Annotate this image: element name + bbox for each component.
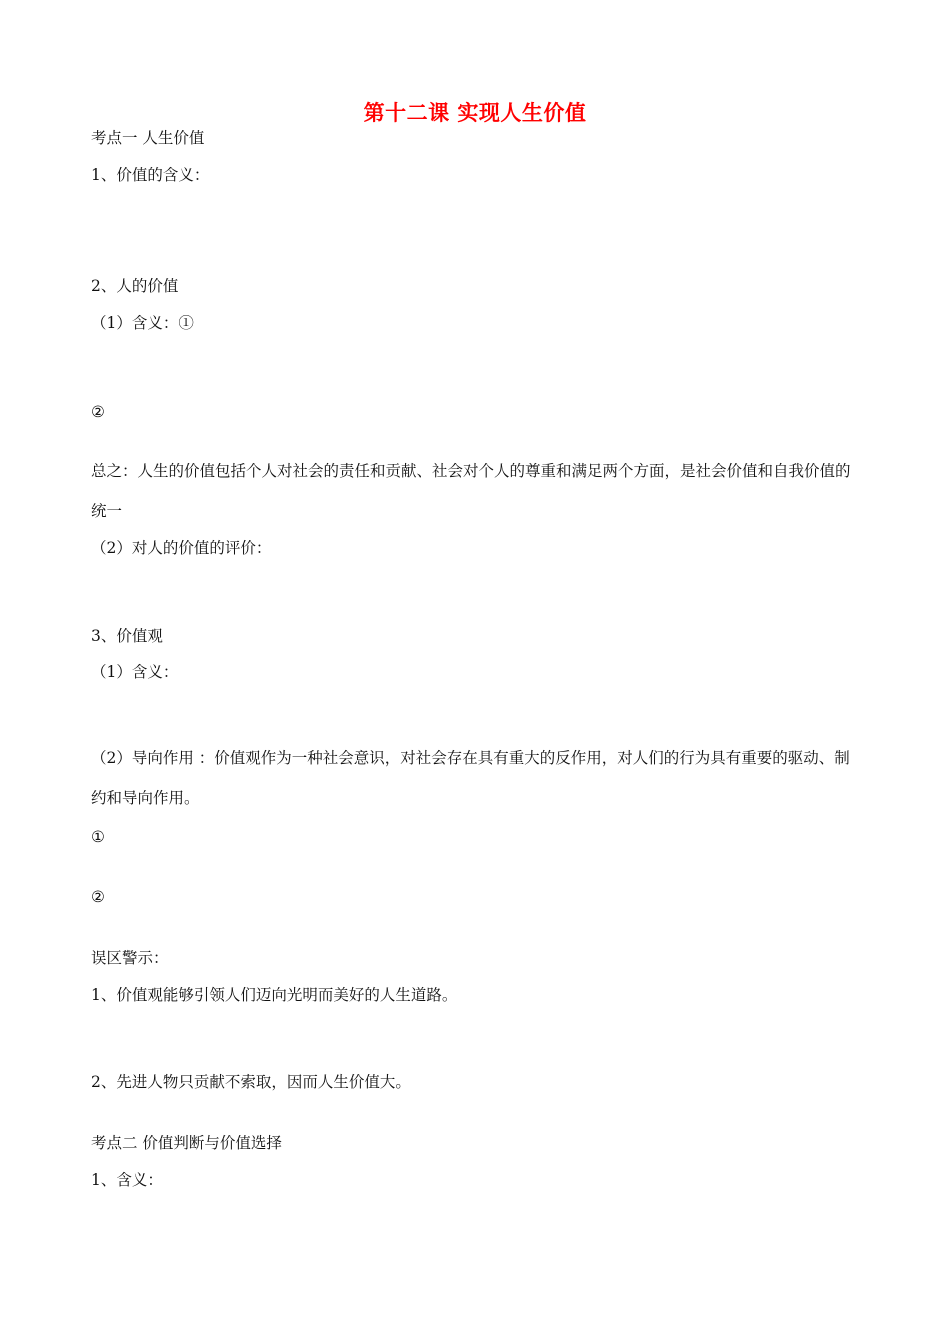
- item-human-value: 2、人的价值: [91, 277, 179, 295]
- guiding-role-point-2: ②: [91, 888, 105, 906]
- item-judgment-meaning: 1、含义：: [91, 1171, 163, 1189]
- subitem-evaluation: （2）对人的价值的评价：: [91, 539, 272, 557]
- guiding-role-point-1: ①: [91, 828, 105, 846]
- summary-paragraph: 总之：人生的价值包括个人对社会的责任和贡献、社会对个人的尊重和满足两个方面，是社会价值和自我价值的统一: [91, 462, 851, 520]
- section-heading-2: 考点二 价值判断与价值选择: [91, 1134, 282, 1152]
- misconception-1: 1、价值观能够引领人们迈向光明而美好的人生道路。: [91, 986, 458, 1004]
- subitem-meaning-1: （1）含义：①: [91, 314, 194, 332]
- guiding-role-paragraph: （2）导向作用 ：价值观作为一种社会意识，对社会存在具有重大的反作用，对人们的行为具有重要的驱动、制约和导向作用。: [91, 749, 850, 807]
- item-value-meaning: 1、价值的含义：: [91, 166, 210, 184]
- page-title: 第十二课 实现人生价值: [363, 100, 587, 125]
- section-heading-1: 考点一 人生价值: [91, 129, 205, 147]
- item-values-view: 3、价值观: [91, 627, 163, 645]
- misconception-2: 2、先进人物只贡献不索取，因而人生价值大。: [91, 1073, 411, 1091]
- subitem-values-meaning: （1）含义：: [91, 663, 179, 681]
- subitem-meaning-2: ②: [91, 403, 105, 421]
- misconception-heading: 误区警示：: [91, 949, 169, 967]
